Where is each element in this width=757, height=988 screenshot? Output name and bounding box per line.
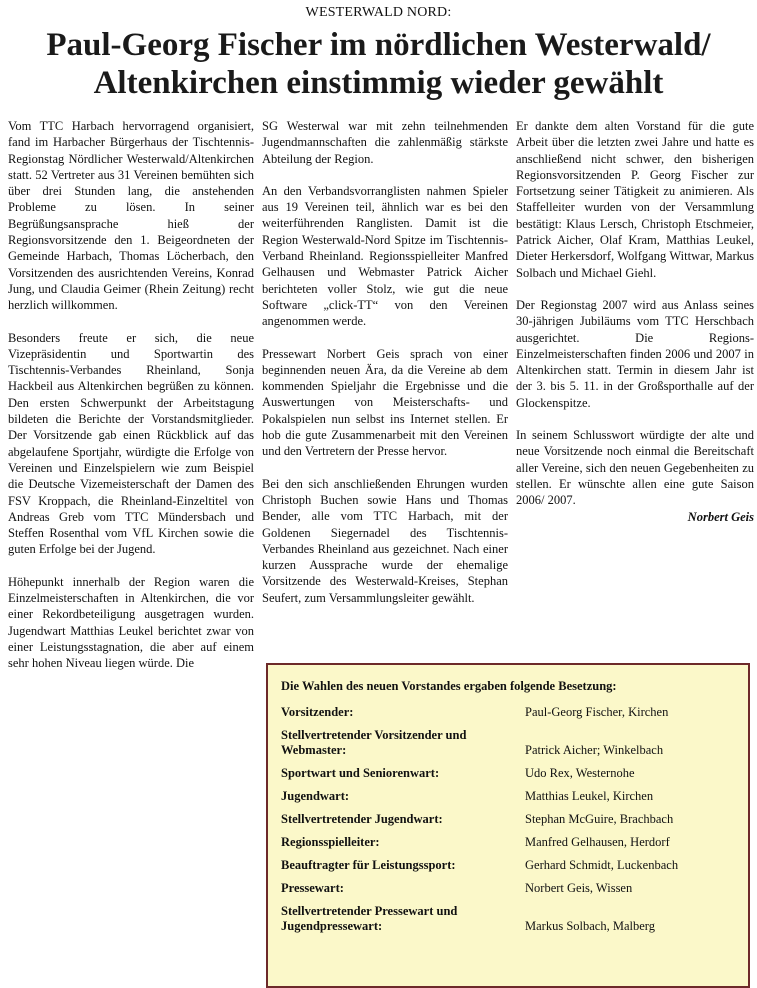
board-row <box>281 858 735 873</box>
board-row <box>281 705 735 720</box>
board-member: Manfred Gelhausen, Herdorf <box>525 835 670 849</box>
board-member: Paul-Georg Fischer, Kirchen <box>525 705 669 719</box>
article-column-3 <box>516 118 754 525</box>
paragraph: Vom TTC Harbach hervorragend organisiert, fand im Harbacher Bürgerhaus der Tischtennis- Regionstag Nördlicher Westerwald/Altenkirchen statt. 52 Vertreter aus 31 Vereinen bemühten sich über drei Stunden lang, die anstehenden Probleme zu lösen. In seiner Begrüßungsansprache hieß der Regionsvorsitzende den 1. Beigeordneten der Gemeinde Harbach, Thomas Löcherbach, den Vorsitzenden des ausrichtenden Vereins, Konrad Jung, und Claudia Geimer (Rhein Zeitung) recht herzlich willkommen. <box>8 119 254 313</box>
article-column-2 <box>262 118 508 622</box>
board-member: Markus Solbach, Malberg <box>525 919 655 933</box>
board-role: Jugendwart: <box>281 789 350 803</box>
board-row <box>281 835 735 850</box>
article-column-1 <box>8 118 254 688</box>
election-results-box <box>266 663 750 988</box>
board-member: Matthias Leukel, Kirchen <box>525 789 654 803</box>
board-role: Beauftragter für Leistungssport: <box>281 858 456 872</box>
paragraph: An den Verbandsvorranglisten nahmen Spieler aus 19 Vereinen teil, ähnlich war es bei den weiterführenden Ranglisten. Damit ist die Region Westerwald-Nord Spitze im Tischtennis-Verband Rheinland. Regionsspielleiter Manfred Gelhausen und Webmaster Patrick Aicher berichteten voller Stolz, wie gut die neue Software „click-TT“ von den Vereinen angenommen werde. <box>262 183 508 329</box>
board-member: Patrick Aicher; Winkelbach <box>525 743 664 757</box>
paragraph: SG Westerwal war mit zehn teilnehmenden Jugendmannschaften die zahlenmäßig stärkste Abteilung der Region. <box>262 119 508 166</box>
paragraph: Der Regionstag 2007 wird aus Anlass seines 30-jährigen Jubiläums vom TTC Herschbach ausgerichtet. Die Regions-Einzelmeisterschaften finden 2006 und 2007 in Altenkirchen statt. Termin in diesem Jahr ist der 3. bis 5. 11. in der Großsporthalle auf der Glockenspitze. <box>516 297 754 410</box>
section-kicker: WESTERWALD NORD: <box>305 5 452 20</box>
headline-line-1: Paul-Georg Fischer im nördlichen Westerwald/ <box>46 27 711 63</box>
board-role: Sportwart und Seniorenwart: <box>281 766 440 780</box>
board-role: Regionsspielleiter: <box>281 835 380 849</box>
board-member: Stephan McGuire, Brachbach <box>525 812 674 826</box>
board-role: Stellvertretender Pressewart und Jugendpressewart: <box>281 904 458 933</box>
board-member: Udo Rex, Westernohe <box>525 766 635 780</box>
board-row <box>281 904 735 934</box>
headline <box>0 26 757 102</box>
paragraph: In seinem Schlusswort würdigte der alte und neue Vorsitzende noch einmal die Bereitschaft aller Vereine, sich den neuen Gegebenheiten zu stellen. Er wünschte allen eine gute Saison 2006/ 2007. <box>516 428 754 508</box>
board-role: Stellvertretender Vorsitzender und Webmaster: <box>281 728 467 757</box>
paragraph: Pressewart Norbert Geis sprach von einer beginnenden neuen Ära, da die Vereine ab dem kommenden Spieljahr die Ergebnisse und die Auswertungen von Meisterschafts- und Pokalspielen nun selbst ins Internet stellen. Er hob die gute Zusammenarbeit mit den Vereinen und den Vertretern der Presse hervor. <box>262 346 508 459</box>
paragraph: Er dankte dem alten Vorstand für die gute Arbeit über die letzten zwei Jahre und hatte es anschließend nicht schwer, den bisherigen Regionsvorsitzenden P. Georg Fischer zur Fortsetzung seiner Tätigkeit zu animieren. Als Staffelleiter wurden von der Versammlung bestätigt: Klaus Lersch, Christoph Etschmeier, Patrick Aicher, Olaf Kram, Matthias Leukel, Dieter Herkersdorf, Wolfgang Wittwar, Markus Solbach und Michael Giehl. <box>516 119 754 280</box>
board-row <box>281 766 735 781</box>
author-signature: Norbert Geis <box>687 509 754 524</box>
board-row <box>281 789 735 804</box>
paragraph: Bei den sich anschließenden Ehrungen wurden Christoph Buchen sowie Hans und Thomas Bender, alle vom TTC Harbach, mit der Goldenen Siegernadel des Tischtennis-Verbandes Rheinland aus gezeichnet. Nach einer kurzen Aussprache wurde der ehemalige Vorsitzende des Westerwald-Kreises, Stephan Seufert, zum Versammlungsleiter gewählt. <box>262 476 508 605</box>
board-role: Stellvertretender Jugendwart: <box>281 812 443 826</box>
board-row <box>281 812 735 827</box>
paragraph: Höhepunkt innerhalb der Region waren die Einzelmeisterschaften in Altenkirchen, die vor einer Rekordbeteiligung ausgetragen wurden. Jugendwart Matthias Leukel berichtet zwar von einer Leistungsstagnation, die aber auf einem sehr hohen Niveau liegen würde. Die <box>8 574 254 671</box>
box-heading: Die Wahlen des neuen Vorstandes ergaben folgende Besetzung: <box>281 679 617 693</box>
board-role: Pressewart: <box>281 881 344 895</box>
board-member: Gerhard Schmidt, Luckenbach <box>525 858 679 872</box>
board-member: Norbert Geis, Wissen <box>525 881 633 895</box>
paragraph: Besonders freute er sich, die neue Vizepräsidentin und Sportwartin des Tischtennis-Verbandes Rheinland, Sonja Hackbeil aus Altenkirchen begrüßen zu können. Den ersten Schwerpunkt der Arbeitstagung bildeten die Berichte der Vorstandsmitglieder. Der Vorsitzende gab einen Rückblick auf das abgelaufene Sportjahr, würdigte die Erfolge von Vereinen und Einzelspielern wie zum Beispiel die Deutsche Vizemeisterschaft der Damen des FSV Kroppach, die Rheinland-Einzeltitel von Andreas Greb vom TTC Mündersbach und Steffen Rosenthal vom VfL Kirchen sowie die guten Erfolge bei der Jugend. <box>8 330 254 557</box>
board-role: Vorsitzender: <box>281 705 354 719</box>
board-row <box>281 728 735 758</box>
headline-line-2: Altenkirchen einstimmig wieder gewählt <box>93 65 664 101</box>
board-row <box>281 881 735 896</box>
